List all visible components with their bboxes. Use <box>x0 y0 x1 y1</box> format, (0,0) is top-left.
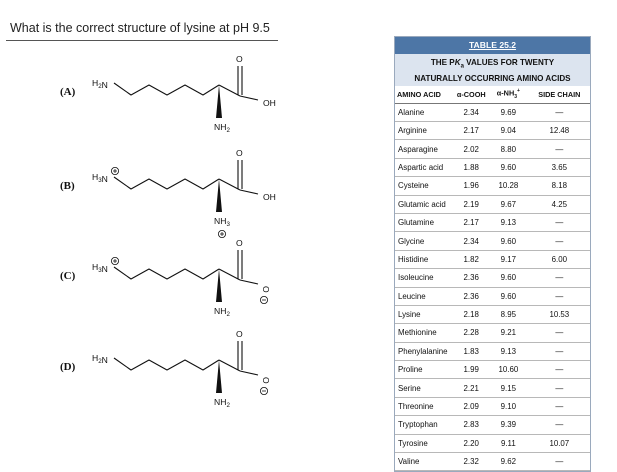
table-row <box>395 177 590 195</box>
cooh-value: 2.34 <box>463 107 479 117</box>
cooh-value: 2.19 <box>463 199 479 209</box>
cooh-value: 2.34 <box>463 236 479 246</box>
table-row <box>395 435 590 453</box>
side-chain-value: — <box>555 218 564 228</box>
side-chain-value: — <box>555 420 564 430</box>
nh3-value: 9.11 <box>500 438 516 448</box>
alpha-amino-group: $NH_2$ <box>214 397 230 409</box>
table-row <box>395 453 590 471</box>
minus-charge-icon <box>260 387 267 394</box>
cooh-value: 1.88 <box>463 162 479 172</box>
hydroxyl-group: OH <box>263 98 276 108</box>
carboxylate-oxygen: O <box>261 377 271 384</box>
table-row <box>395 288 590 306</box>
amino-acid-name: Proline <box>398 365 423 375</box>
cooh-value: 1.99 <box>463 365 479 375</box>
amino-acid-name: Histidine <box>398 254 429 264</box>
cooh-value: 2.36 <box>463 291 479 301</box>
cooh-value: 2.18 <box>463 310 479 320</box>
hydroxyl-group: OH <box>263 192 276 202</box>
amino-acid-name: Alanine <box>398 107 425 117</box>
table-row <box>395 251 590 269</box>
nh3-value: 9.60 <box>500 162 517 172</box>
side-chain-value: 12.48 <box>549 126 570 136</box>
epsilon-amino-group: $H_2N$ <box>92 353 108 365</box>
plus-charge-icon <box>111 167 118 174</box>
cooh-value: 2.32 <box>463 457 479 467</box>
table-row <box>395 140 590 158</box>
table-row <box>395 416 590 434</box>
amino-acid-name: Leucine <box>398 291 426 301</box>
option-label: (D) <box>60 361 76 373</box>
cooh-value: 2.83 <box>463 420 479 430</box>
table-row <box>395 159 590 177</box>
cooh-value: 1.83 <box>463 346 479 356</box>
side-chain-value: — <box>555 236 564 246</box>
table-row <box>395 343 590 361</box>
plus-charge-icon <box>111 257 118 264</box>
nh3-value: 9.10 <box>500 402 517 412</box>
nh3-value: 8.80 <box>500 144 517 154</box>
amino-acid-name: Threonine <box>398 402 434 412</box>
table-row <box>395 398 590 416</box>
table-row <box>395 306 590 324</box>
table-row <box>395 122 590 140</box>
side-chain-value: — <box>555 402 564 412</box>
alpha-amino-group: $NH_2$ <box>214 306 230 318</box>
amino-acid-name: Lysine <box>398 310 421 320</box>
side-chain-value: — <box>555 291 564 301</box>
epsilon-amino-group: $H_3N$ <box>92 172 108 184</box>
side-chain-value: — <box>555 328 564 338</box>
nh3-value: 9.13 <box>500 218 517 228</box>
side-chain-value: 3.65 <box>551 162 567 172</box>
side-chain-value: 10.07 <box>549 438 570 448</box>
nh3-value: 9.39 <box>500 420 517 430</box>
table-header-row <box>395 86 590 104</box>
cooh-value: 2.09 <box>463 402 479 412</box>
carbonyl-oxygen: O <box>236 54 243 64</box>
wedge-bond <box>216 179 222 212</box>
side-chain-value: 6.00 <box>551 254 567 264</box>
nh3-value: 9.60 <box>500 236 517 246</box>
nh3-value: 8.95 <box>500 310 517 320</box>
wedge-bond <box>216 269 222 302</box>
question-divider <box>6 40 278 41</box>
nh3-value: 9.17 <box>500 254 517 264</box>
amino-acid-name: Glutamine <box>398 218 434 228</box>
amino-acid-name: Cysteine <box>398 181 429 191</box>
alpha-amino-group: $NH_2$ <box>214 122 230 134</box>
carbonyl-oxygen: O <box>236 148 243 158</box>
cooh-value: 2.36 <box>463 273 479 283</box>
side-chain-value: — <box>555 346 564 356</box>
cooh-value: 1.82 <box>463 254 479 264</box>
table-row <box>395 232 590 250</box>
epsilon-amino-group: $H_3N$ <box>92 262 108 274</box>
nh3-value: 9.21 <box>500 328 517 338</box>
table-row <box>395 361 590 379</box>
cooh-value: 2.20 <box>463 438 479 448</box>
amino-acid-name: Methionine <box>398 328 437 338</box>
cooh-value: 1.96 <box>463 181 479 191</box>
amino-acid-name: Isoleucine <box>398 273 434 283</box>
header-cooh: α-COOH <box>456 89 486 99</box>
nh3-value: 9.62 <box>500 457 517 467</box>
carboxylate-oxygen: O <box>261 286 271 293</box>
cooh-value: 2.02 <box>463 144 479 154</box>
side-chain-value: — <box>555 457 564 467</box>
side-chain-value: — <box>555 383 564 393</box>
amino-acid-name: Aspartic acid <box>398 162 444 172</box>
amino-acid-name: Tryptophan <box>398 420 438 430</box>
nh3-value: 9.60 <box>500 291 517 301</box>
table-row <box>395 269 590 287</box>
pka-table <box>394 36 591 472</box>
amino-acid-name: Serine <box>398 383 421 393</box>
amino-acid-name: Phenylalanine <box>398 346 448 356</box>
nh3-value: 9.69 <box>500 107 517 117</box>
option-label: (A) <box>60 86 76 98</box>
side-chain-value: 4.25 <box>551 199 567 209</box>
amino-acid-name: Asparagine <box>398 144 438 154</box>
side-chain-value: — <box>555 107 564 117</box>
option-label: (C) <box>60 270 76 282</box>
amino-acid-name: Arginine <box>398 126 427 136</box>
header-side-chain: SIDE CHAIN <box>538 89 581 99</box>
side-chain-value: — <box>555 273 564 283</box>
table-row <box>395 214 590 232</box>
amino-acid-name: Valine <box>398 457 420 467</box>
side-chain-value: — <box>555 144 564 154</box>
cooh-value: 2.28 <box>463 328 479 338</box>
epsilon-amino-group: $H_2N$ <box>92 78 108 90</box>
header-amino-acid: AMINO ACID <box>397 89 441 99</box>
nh3-value: 9.04 <box>500 126 517 136</box>
wedge-bond <box>216 85 222 118</box>
carbonyl-oxygen: O <box>236 329 243 339</box>
nh3-value: 9.67 <box>500 199 517 209</box>
table-row <box>395 104 590 122</box>
side-chain-value: — <box>555 365 564 375</box>
option-label: (B) <box>60 180 75 192</box>
side-chain-value: 8.18 <box>551 181 567 191</box>
nh3-value: 9.13 <box>500 346 517 356</box>
table-row <box>395 379 590 397</box>
amino-acid-name: Glycine <box>398 236 425 246</box>
alpha-amino-group: $NH_3$ <box>214 216 230 228</box>
wedge-bond <box>216 360 222 393</box>
table-row <box>395 196 590 214</box>
table-subtitle: THE $PK_a$ VALUES FOR TWENTY NATURALLY OCCURRING AMINO ACIDS <box>395 54 590 86</box>
table-row <box>395 324 590 342</box>
header-nh3: $\alpha-NH_3^+$ <box>496 88 520 101</box>
amino-acid-name: Glutamic acid <box>398 199 446 209</box>
cooh-value: 2.17 <box>463 218 479 228</box>
question-text: What is the correct structure of lysine at pH 9.5 <box>10 21 270 35</box>
nh3-value: 10.28 <box>498 181 519 191</box>
amino-acid-name: Tyrosine <box>398 438 428 448</box>
nh3-value: 9.15 <box>500 383 517 393</box>
nh3-value: 9.60 <box>500 273 517 283</box>
table-body <box>395 104 590 472</box>
table-title: TABLE 25.2 <box>395 37 590 54</box>
cooh-value: 2.21 <box>463 383 479 393</box>
side-chain-value: 10.53 <box>549 310 570 320</box>
minus-charge-icon <box>260 296 267 303</box>
nh3-value: 10.60 <box>498 365 519 375</box>
carbonyl-oxygen: O <box>236 238 243 248</box>
cooh-value: 2.17 <box>463 126 479 136</box>
